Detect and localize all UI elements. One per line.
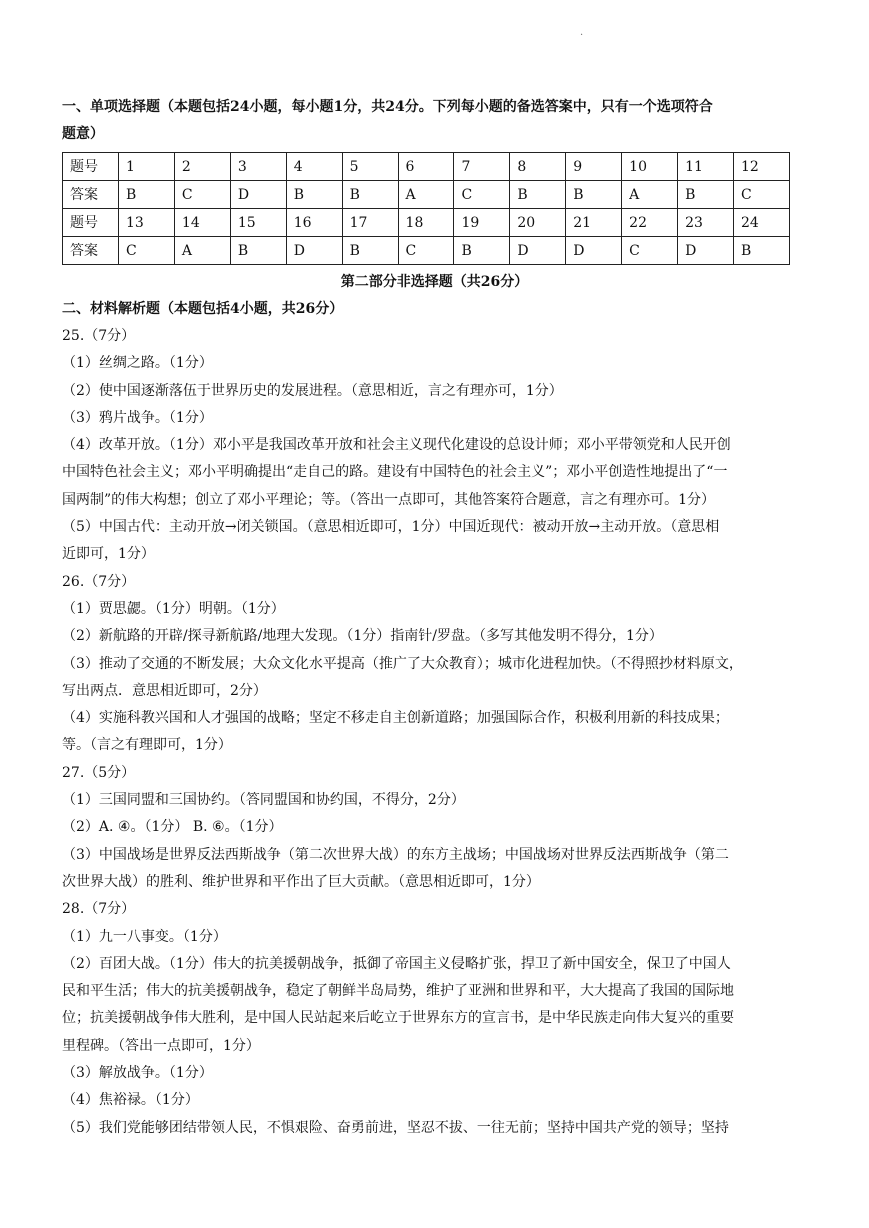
table-cell: 7	[454, 153, 510, 181]
table-cell: 9	[566, 153, 622, 181]
table-cell: A	[398, 181, 454, 209]
answer-line: （1）三国同盟和三国协约。（答同盟国和协约国，不得分，2分）	[62, 792, 465, 809]
answer-lines	[62, 323, 807, 1142]
table-cell: B	[342, 181, 398, 209]
row-label: 题号	[63, 153, 119, 181]
table-cell: 5	[342, 153, 398, 181]
answer-line: （1）贾思勰。（1分）明朝。（1分）	[62, 600, 285, 617]
table-cell: C	[454, 181, 510, 209]
table-cell: 6	[398, 153, 454, 181]
table-cell: B	[342, 237, 398, 265]
table-cell: 20	[510, 209, 566, 237]
answer-line: （1）丝绸之路。（1分）	[62, 355, 213, 372]
table-cell: B	[230, 237, 286, 265]
table-cell: C	[398, 237, 454, 265]
table-cell: 3	[230, 153, 286, 181]
table-cell: 23	[678, 209, 734, 237]
table-cell: 17	[342, 209, 398, 237]
answer-line: （4）实施科教兴国和人才强国的战略；坚定不移走自主创新道路；加强国际合作，积极利用新的科技成果；	[62, 710, 729, 727]
answer-line: （3）鸦片战争。（1分）	[62, 409, 213, 426]
answer-line: 等。（言之有理即可，1分）	[62, 737, 232, 754]
answer-line: （4）改革开放。（1分）邓小平是我国改革开放和社会主义现代化建设的总设计师；邓小平带领党和人民开创	[62, 437, 731, 454]
table-cell: D	[678, 237, 734, 265]
answer-line: （3）解放战争。（1分）	[62, 1065, 213, 1082]
table-cell: D	[230, 181, 286, 209]
answer-line: （3）推动了交通的不断发展；大众文化水平提高（推广了大众教育）；城市化进程加快。（不得照抄材料原文，	[62, 655, 743, 672]
table-cell: 24	[733, 209, 789, 237]
table-cell: D	[286, 237, 342, 265]
table-cell: B	[286, 181, 342, 209]
answer-line: （2）使中国逐渐落伍于世界历史的发展进程。（意思相近，言之有理亦可，1分）	[62, 382, 563, 399]
table-cell: 4	[286, 153, 342, 181]
table-row	[63, 153, 790, 181]
table-cell: B	[119, 181, 175, 209]
top-mark: ·	[580, 30, 584, 41]
answer-line: 25.（7分）	[62, 328, 136, 344]
answer-line: （2）A. ④。（1分） B. ⑥。（1分）	[62, 819, 283, 836]
table-cell: 15	[230, 209, 286, 237]
answer-line: 28.（7分）	[62, 901, 136, 918]
table-cell: C	[119, 237, 175, 265]
table-cell: 18	[398, 209, 454, 237]
answer-line: （5）我们党能够团结带领人民，不惧艰险、奋勇前进，坚忍不拔、一往无前；坚持中国共产党的领导；坚持	[62, 1119, 729, 1136]
answer-line: 国两制”的伟大构想；创立了邓小平理论；等。（答出一点即可，其他答案符合题意，言之有理亦可。1分）	[62, 491, 716, 508]
table-cell: D	[566, 237, 622, 265]
answer-line: （2）新航路的开辟/探寻新航路/地理大发现。（1分）指南针/罗盘。（多写其他发明不得分，1分）	[62, 628, 663, 645]
table-cell: 21	[566, 209, 622, 237]
table-cell: 12	[733, 153, 789, 181]
table-cell: C	[174, 181, 230, 209]
answer-line: （1）九一八事变。（1分）	[62, 928, 227, 945]
table-cell: A	[174, 237, 230, 265]
answer-line: 近即可，1分）	[62, 546, 155, 563]
table-cell: D	[510, 237, 566, 265]
answer-line: （3）中国战场是世界反法西斯战争（第二次世界大战）的东方主战场；中国战场对世界反法西斯战争（第二	[62, 846, 729, 863]
answer-line: 里程碑。（答出一点即可，1分）	[62, 1037, 260, 1054]
answer-line: 民和平生活；伟大的抗美援朝战争，稳定了朝鲜半岛局势，维护了亚洲和世界和平，大大提高了我国的国际地	[62, 983, 734, 1000]
answer-line: （5）中国古代：主动开放→闭关锁国。（意思相近即可，1分）中国近现代：被动开放→主动开放。（意思相	[62, 519, 720, 536]
section2-heading: 二、材料解析题（本题包括4小题，共26分）	[62, 301, 344, 317]
table-cell: B	[678, 181, 734, 209]
table-cell: 10	[622, 153, 678, 181]
answer-line: 写出两点．意思相近即可，2分）	[62, 682, 267, 699]
answer-table	[62, 152, 790, 265]
table-cell: 16	[286, 209, 342, 237]
table-cell: B	[510, 181, 566, 209]
answer-line: （4）焦裕禄。（1分）	[62, 1092, 199, 1109]
table-cell: C	[733, 181, 789, 209]
row-label: 题号	[63, 209, 119, 237]
table-row	[63, 181, 790, 209]
answer-line: 次世界大战）的胜利、维护世界和平作出了巨大贡献。（意思相近即可，1分）	[62, 873, 540, 890]
section1-heading-line1: 一、单项选择题（本题包括24小题，每小题1分，共24分。下列每小题的备选答案中，只有一个选项符合	[62, 99, 713, 115]
table-row	[63, 237, 790, 265]
table-cell: 19	[454, 209, 510, 237]
answer-line: 中国特色社会主义；邓小平明确提出“走自己的路。建设有中国特色的社会主义”；邓小平创造性地提出了“一	[62, 464, 728, 481]
answer-line: （2）百团大战。（1分）伟大的抗美援朝战争，抵御了帝国主义侵略扩张，捍卫了新中国安全，保卫了中国人	[62, 955, 731, 972]
table-cell: 22	[622, 209, 678, 237]
table-cell: 14	[174, 209, 230, 237]
answer-line: 27.（5分）	[62, 764, 136, 781]
answer-line: 26.（7分）	[62, 573, 136, 590]
section1-heading-line2: 题意）	[62, 126, 104, 142]
table-cell: 2	[174, 153, 230, 181]
row-label: 答案	[63, 237, 119, 265]
table-cell: 13	[119, 209, 175, 237]
answer-line: 位；抗美援朝战争伟大胜利，是中国人民站起来后屹立于世界东方的宣言书，是中华民族走向伟大复兴的重要	[62, 1010, 734, 1027]
answer-sheet	[62, 94, 807, 1142]
row-label: 答案	[63, 181, 119, 209]
table-cell: 11	[678, 153, 734, 181]
part2-title: 第二部分非选择题（共26分）	[340, 274, 529, 290]
table-cell: B	[566, 181, 622, 209]
table-cell: B	[733, 237, 789, 265]
table-row	[63, 209, 790, 237]
table-cell: A	[622, 181, 678, 209]
table-cell: B	[454, 237, 510, 265]
table-cell: 8	[510, 153, 566, 181]
table-cell: C	[622, 237, 678, 265]
table-cell: 1	[119, 153, 175, 181]
